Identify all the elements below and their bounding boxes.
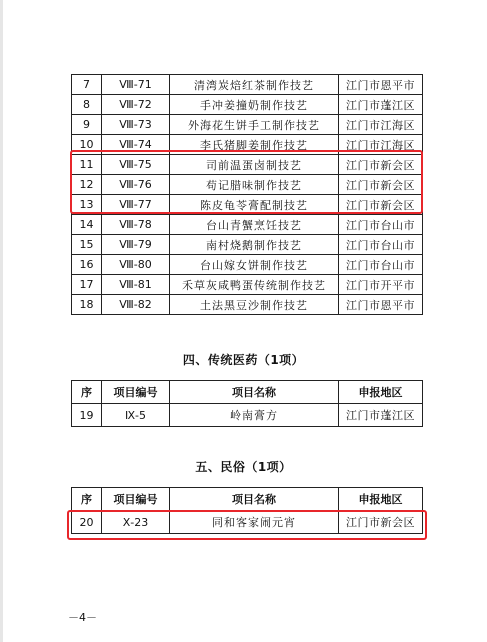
table-row — [72, 275, 423, 295]
item-name: 同和客家闹元宵 — [170, 511, 339, 534]
row-number: 16 — [72, 255, 102, 275]
table-row — [72, 511, 423, 534]
row-number: 7 — [72, 75, 102, 95]
table-row — [72, 95, 423, 115]
item-code: Ⅷ-80 — [102, 255, 170, 275]
item-region: 江门市恩平市 — [339, 75, 423, 95]
item-region: 江门市新会区 — [339, 175, 423, 195]
item-region: 江门市新会区 — [339, 511, 423, 534]
item-region: 江门市蓬江区 — [339, 95, 423, 115]
table-row — [72, 404, 423, 427]
item-code: Ⅷ-74 — [102, 135, 170, 155]
header-code: 项目编号 — [102, 381, 170, 404]
row-number: 14 — [72, 215, 102, 235]
header-no: 序 — [72, 381, 102, 404]
header-code: 项目编号 — [102, 488, 170, 511]
table-row — [72, 75, 423, 95]
page-number: －4－ — [68, 611, 97, 624]
row-number: 17 — [72, 275, 102, 295]
section-title-folk: 五、民俗（1项） — [195, 460, 292, 474]
item-region: 江门市江海区 — [339, 115, 423, 135]
item-name: 禾草灰咸鸭蛋传统制作技艺 — [170, 275, 339, 295]
craft-items-table — [71, 74, 423, 315]
row-number: 19 — [72, 404, 102, 427]
folk-table — [71, 487, 423, 534]
medicine-table — [71, 380, 423, 427]
table-row — [72, 295, 423, 315]
item-code: Ⅷ-76 — [102, 175, 170, 195]
item-code: Ⅷ-81 — [102, 275, 170, 295]
item-name: 陈皮龟苓膏配制技艺 — [170, 195, 339, 215]
row-number: 18 — [72, 295, 102, 315]
item-region: 江门市蓬江区 — [339, 404, 423, 427]
page-edge — [0, 0, 3, 642]
item-name: 苟记腊味制作技艺 — [170, 175, 339, 195]
row-number: 9 — [72, 115, 102, 135]
row-number: 15 — [72, 235, 102, 255]
table-row — [72, 215, 423, 235]
header-no: 序 — [72, 488, 102, 511]
item-name: 土法黑豆沙制作技艺 — [170, 295, 339, 315]
item-code: Ⅷ-73 — [102, 115, 170, 135]
item-code: Ⅷ-72 — [102, 95, 170, 115]
item-name: 李氏猪脚姜制作技艺 — [170, 135, 339, 155]
item-code: Ⅹ-23 — [102, 511, 170, 534]
item-region: 江门市新会区 — [339, 195, 423, 215]
row-number: 13 — [72, 195, 102, 215]
header-region: 申报地区 — [339, 381, 423, 404]
item-code: Ⅷ-78 — [102, 215, 170, 235]
table-row — [72, 175, 423, 195]
item-name: 外海花生饼手工制作技艺 — [170, 115, 339, 135]
item-region: 江门市新会区 — [339, 155, 423, 175]
item-region: 江门市台山市 — [339, 215, 423, 235]
item-name: 南村烧鹅制作技艺 — [170, 235, 339, 255]
item-name: 台山嫁女饼制作技艺 — [170, 255, 339, 275]
item-name: 台山青蟹烹饪技艺 — [170, 215, 339, 235]
item-region: 江门市恩平市 — [339, 295, 423, 315]
item-name: 清湾炭焙红茶制作技艺 — [170, 75, 339, 95]
item-code: Ⅸ-5 — [102, 404, 170, 427]
table-row — [72, 115, 423, 135]
row-number: 20 — [72, 511, 102, 534]
item-code: Ⅷ-77 — [102, 195, 170, 215]
header-name: 项目名称 — [170, 488, 339, 511]
row-number: 11 — [72, 155, 102, 175]
item-region: 江门市江海区 — [339, 135, 423, 155]
table-row — [72, 135, 423, 155]
table-row — [72, 195, 423, 215]
table-row — [72, 155, 423, 175]
item-code: Ⅷ-79 — [102, 235, 170, 255]
item-region: 江门市开平市 — [339, 275, 423, 295]
item-region: 江门市台山市 — [339, 255, 423, 275]
row-number: 8 — [72, 95, 102, 115]
item-code: Ⅷ-71 — [102, 75, 170, 95]
table-header-row — [72, 381, 423, 404]
section-title-medicine: 四、传统医药（1项） — [182, 353, 305, 367]
item-name: 手冲姜撞奶制作技艺 — [170, 95, 339, 115]
item-code: Ⅷ-82 — [102, 295, 170, 315]
row-number: 12 — [72, 175, 102, 195]
item-name: 司前温蛋卤制技艺 — [170, 155, 339, 175]
item-region: 江门市台山市 — [339, 235, 423, 255]
table-row — [72, 235, 423, 255]
header-region: 申报地区 — [339, 488, 423, 511]
item-name: 岭南膏方 — [170, 404, 339, 427]
header-name: 项目名称 — [170, 381, 339, 404]
table-row — [72, 255, 423, 275]
table-header-row — [72, 488, 423, 511]
item-code: Ⅷ-75 — [102, 155, 170, 175]
row-number: 10 — [72, 135, 102, 155]
